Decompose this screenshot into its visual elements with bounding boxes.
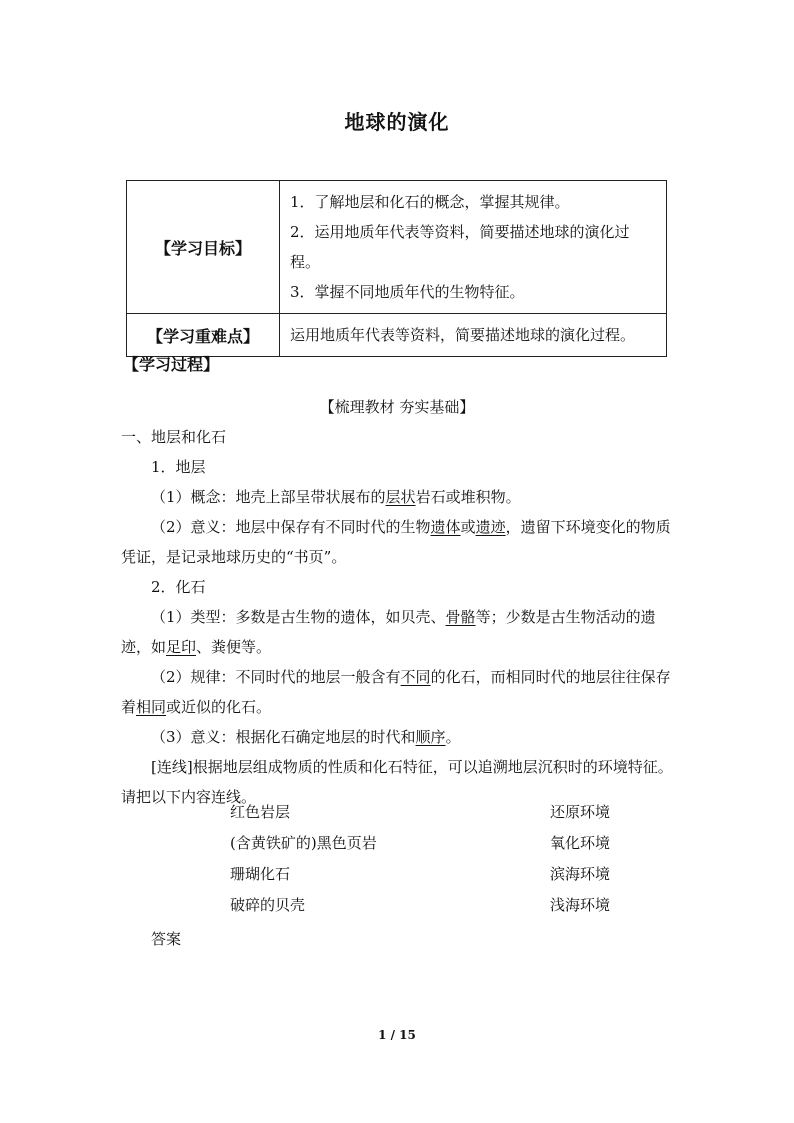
difficulty-label: 【学习重难点】 bbox=[127, 314, 280, 357]
page-title: 地球的演化 bbox=[344, 110, 450, 134]
underlined-answer: 骨骼 bbox=[445, 608, 476, 626]
difficulty-row bbox=[127, 314, 667, 357]
item2-title: 2．化石 bbox=[151, 578, 206, 596]
goal-line-3: 程。 bbox=[290, 253, 321, 271]
matching-row bbox=[230, 797, 610, 828]
answer-label: 答案 bbox=[151, 930, 182, 948]
section1-heading: 一、地层和化石 bbox=[121, 428, 227, 446]
goal-line-1: 1．了解地层和化石的概念，掌握其规律。 bbox=[290, 193, 570, 211]
underlined-answer: 遗迹 bbox=[475, 518, 506, 536]
matching-left-item[interactable]: 破碎的贝壳 bbox=[230, 896, 306, 914]
page-number: 1 / 15 bbox=[378, 1028, 416, 1042]
goals-table bbox=[126, 180, 667, 357]
difficulty-content: 运用地质年代表等资料，简要描述地球的演化过程。 bbox=[280, 314, 667, 357]
body-text bbox=[121, 422, 673, 812]
types-paragraph: （1）类型：多数是古生物的遗体，如贝壳、骨骼等；少数是古生物活动的遗迹，如足印、粪便等。 bbox=[121, 608, 656, 656]
sub-heading: 【梳理教材 夯实基础】 bbox=[319, 398, 475, 416]
goals-row bbox=[127, 181, 667, 314]
rule-paragraph: （2）规律：不同时代的地层一般含有不同的化石，而相同时代的地层往往保存着相同或近似的化石。 bbox=[121, 668, 671, 716]
goal-line-2: 2．运用地质年代表等资料，简要描述地球的演化过 bbox=[290, 223, 630, 241]
goal-content bbox=[280, 181, 667, 314]
underlined-answer: 层状 bbox=[385, 488, 416, 506]
matching-left-item[interactable]: 珊瑚化石 bbox=[230, 865, 291, 883]
underlined-answer: 顺序 bbox=[415, 728, 446, 746]
matching-right-item[interactable]: 还原环境 bbox=[549, 803, 610, 821]
link-task: [连线]根据地层组成物质的性质和化石特征，可以追溯地层沉积时的环境特征。请把以下内容连线。 bbox=[121, 758, 673, 806]
process-heading: 【学习过程】 bbox=[123, 355, 220, 374]
matching-row bbox=[230, 890, 610, 921]
meaning-paragraph: （2）意义：地层中保存有不同时代的生物遗体或遗迹，遗留下环境变化的物质凭证，是记录地球历史的“书页”。 bbox=[121, 518, 671, 566]
matching-right-item[interactable]: 浅海环境 bbox=[549, 896, 610, 914]
matching-right-item[interactable]: 氧化环境 bbox=[549, 834, 610, 852]
matching-right-item[interactable]: 滨海环境 bbox=[549, 865, 610, 883]
matching-exercise bbox=[230, 797, 610, 921]
underlined-answer: 足印 bbox=[166, 638, 197, 656]
matching-left-item[interactable]: (含黄铁矿的)黑色页岩 bbox=[230, 834, 377, 852]
goal-line-4: 3．掌握不同地质年代的生物特征。 bbox=[290, 283, 525, 301]
matching-row bbox=[230, 828, 610, 859]
item1-title: 1．地层 bbox=[151, 458, 206, 476]
concept-paragraph: （1）概念：地壳上部呈带状展布的层状岩石或堆积物。 bbox=[151, 488, 521, 506]
significance-paragraph: （3）意义：根据化石确定地层的时代和顺序。 bbox=[151, 728, 461, 746]
underlined-answer: 遗体 bbox=[430, 518, 461, 536]
underlined-answer: 相同 bbox=[136, 698, 167, 716]
matching-left-item[interactable]: 红色岩层 bbox=[230, 803, 291, 821]
matching-row bbox=[230, 859, 610, 890]
underlined-answer: 不同 bbox=[400, 668, 431, 686]
goal-label: 【学习目标】 bbox=[127, 181, 280, 314]
